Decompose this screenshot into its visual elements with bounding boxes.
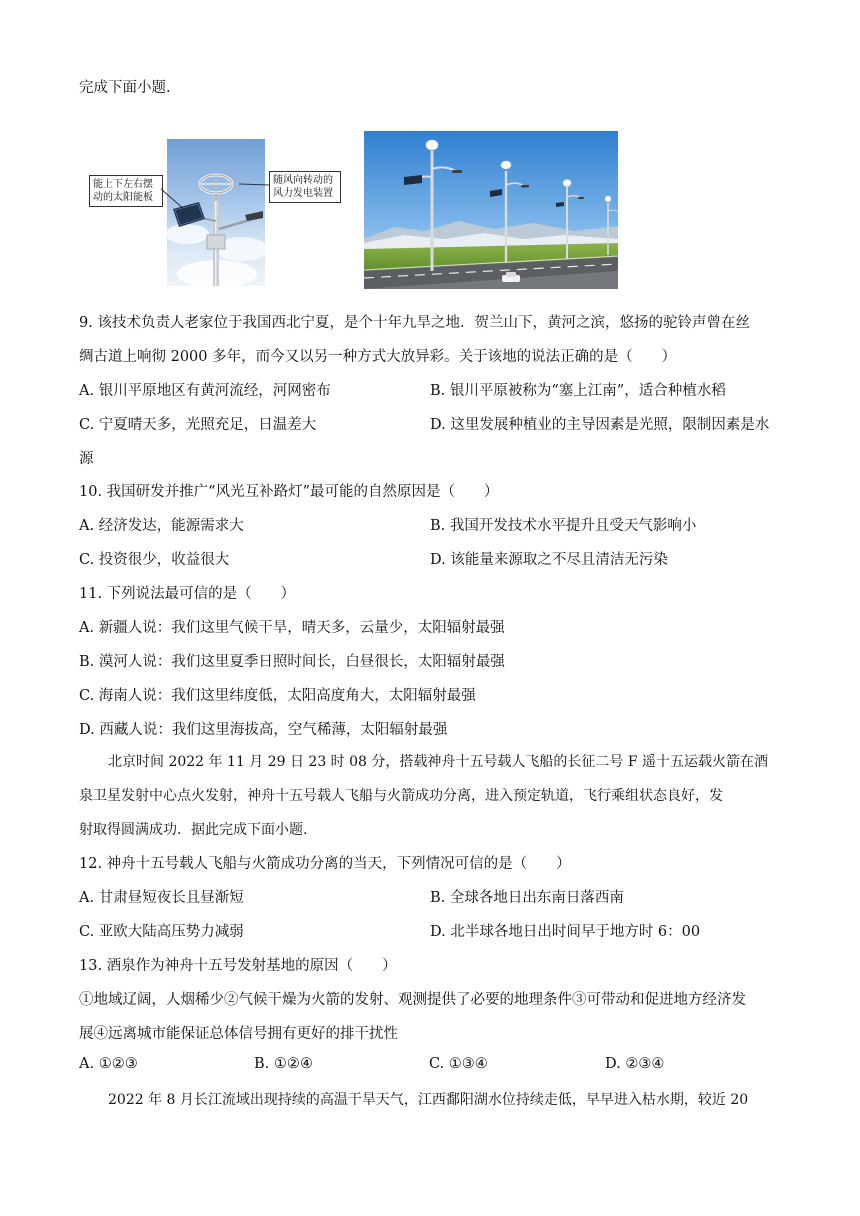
callout-leaders bbox=[89, 139, 339, 286]
q10-option-c: C. 投资很少，收益很大 bbox=[79, 552, 230, 568]
q11-option-b: B. 漠河人说：我们这里夏季日照时间长，白昼很长，太阳辐射最强 bbox=[79, 654, 505, 670]
q13-option-d: D. ②③④ bbox=[605, 1056, 665, 1072]
q13-stem: 13. 酒泉作为神舟十五号发射基地的原因（ ） bbox=[79, 958, 397, 974]
road-lamps-photo bbox=[364, 131, 618, 289]
passage2-line2: 泉卫星发射中心点火发射，神舟十五号载人飞船与火箭成功分离，进入预定轨道，飞行乘组状态良好，发 bbox=[79, 788, 723, 804]
passage2-line3: 射取得圆满成功．据此完成下面小题. bbox=[79, 822, 308, 838]
q13-option-b: B. ①②④ bbox=[254, 1056, 313, 1072]
q13-statements-line2: 展④远离城市能保证总体信号拥有更好的排干扰性 bbox=[79, 1026, 398, 1042]
q13-option-c: C. ①③④ bbox=[429, 1056, 488, 1072]
q11-option-a: A. 新疆人说：我们这里气候干旱，晴天多，云量少，太阳辐射最强 bbox=[79, 620, 505, 636]
q10-option-d: D. 该能量来源取之不尽且清洁无污染 bbox=[430, 552, 668, 568]
road-lamps-drawing bbox=[364, 131, 618, 289]
wind-generator-callout: 随风向转动的风力发电装置 bbox=[269, 171, 341, 203]
solar-panel-callout: 能上下左右摆动的太阳能板 bbox=[89, 175, 163, 207]
q12-option-a: A. 甘肃昼短夜长且昼渐短 bbox=[79, 890, 244, 906]
intro-tail: 完成下面小题. bbox=[79, 80, 171, 96]
passage2-line1: 北京时间 2022 年 11 月 29 日 23 时 08 分，搭载神舟十五号载人飞船的长征二号 F 遥十五运载火箭在酒 bbox=[108, 754, 769, 770]
passage3-line1: 2022 年 8 月长江流域出现持续的高温干旱天气，江西鄱阳湖水位持续走低，早早进入枯水期，较近 20 bbox=[108, 1092, 749, 1108]
q13-statements-line1: ①地域辽阔，人烟稀少②气候干燥为火箭的发射、观测提供了必要的地理条件③可带动和促进地方经济发 bbox=[79, 992, 746, 1008]
q9-option-a: A. 银川平原地区有黄河流经，河网密布 bbox=[79, 383, 331, 399]
q12-option-c: C. 亚欧大陆高压势力减弱 bbox=[79, 924, 244, 940]
q11-stem: 11. 下列说法最可信的是（ ） bbox=[79, 586, 296, 602]
q12-stem: 12. 神舟十五号载人飞船与火箭成功分离的当天，下列情况可信的是（ ） bbox=[79, 856, 571, 872]
q13-option-a: A. ①②③ bbox=[79, 1056, 138, 1072]
lamp-closeup-figure bbox=[89, 139, 339, 286]
q9-stem-line2: 绸古道上响彻 2000 多年，而今又以另一种方式大放异彩。关于该地的说法正确的是（ ） bbox=[79, 349, 677, 365]
q9-option-b: B. 银川平原被称为“塞上江南”，适合种植水稻 bbox=[430, 383, 726, 399]
q11-option-c: C. 海南人说：我们这里纬度低，太阳高度角大，太阳辐射最强 bbox=[79, 688, 476, 704]
q10-option-a: A. 经济发达，能源需求大 bbox=[79, 518, 244, 534]
q10-stem: 10. 我国研发并推广“风光互补路灯”最可能的自然原因是（ ） bbox=[79, 484, 499, 500]
q11-option-d: D. 西藏人说：我们这里海拔高，空气稀薄，太阳辐射最强 bbox=[79, 722, 448, 738]
q9-option-d-line2: 源 bbox=[79, 451, 94, 467]
q10-option-b: B. 我国开发技术水平提升且受天气影响小 bbox=[430, 518, 697, 534]
q9-option-c: C. 宁夏晴天多，光照充足，日温差大 bbox=[79, 417, 317, 433]
q9-stem-line1: 9. 该技术负责人老家位于我国西北宁夏，是个十年九旱之地．贺兰山下，黄河之滨，悠扬的驼铃声曾在丝 bbox=[79, 315, 750, 331]
q9-option-d-line1: D. 这里发展种植业的主导因素是光照，限制因素是水 bbox=[430, 417, 770, 433]
q12-option-d: D. 北半球各地日出时间早于地方时 6：00 bbox=[430, 924, 701, 940]
q12-option-b: B. 全球各地日出东南日落西南 bbox=[430, 890, 624, 906]
